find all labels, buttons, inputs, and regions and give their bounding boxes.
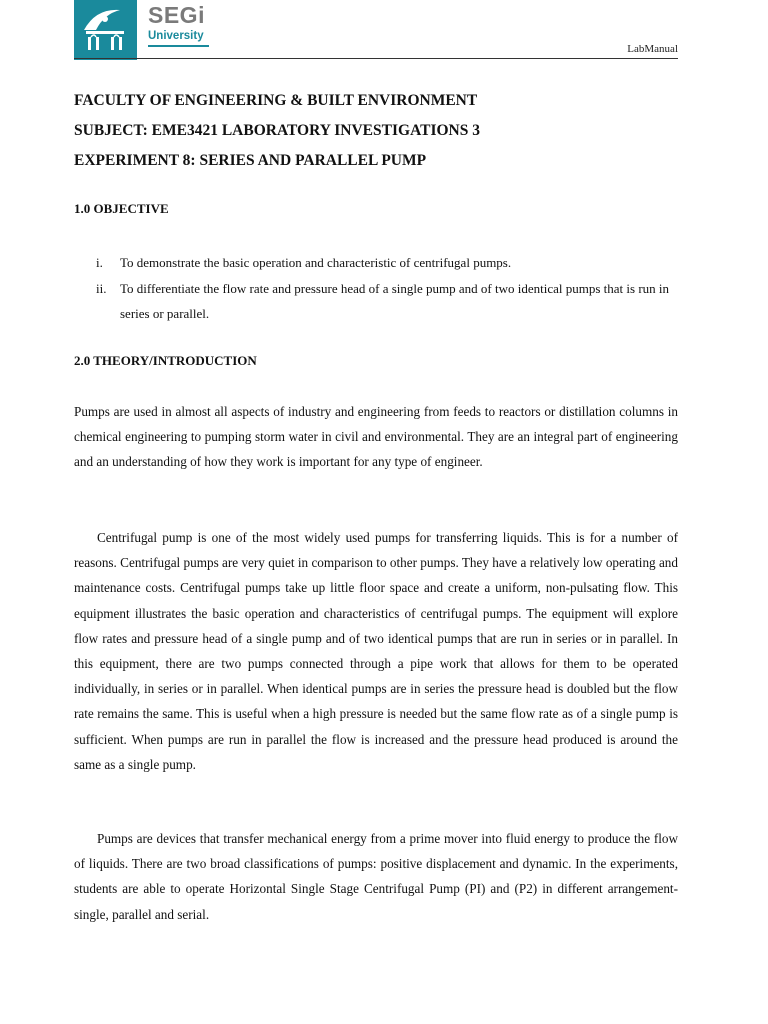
subject-title: SUBJECT: EME3421 LABORATORY INVESTIGATIONS 3 bbox=[74, 122, 480, 139]
list-item-number: ii. bbox=[96, 280, 107, 296]
document-titles bbox=[74, 86, 678, 176]
logo-emblem-icon bbox=[74, 0, 137, 60]
university-logo bbox=[74, 0, 209, 60]
list-item bbox=[74, 276, 678, 327]
list-item-text: To differentiate the flow rate and pressure head of a single pump and of two identical pumps that is run in series or parallel. bbox=[120, 280, 670, 321]
logo-subtitle: University bbox=[148, 30, 204, 42]
logo-underline bbox=[148, 45, 209, 47]
list-item bbox=[74, 250, 678, 276]
paragraph-2: Centrifugal pump is one of the most widely used pumps for transferring liquids. This is for a number of reasons. Centrifugal pumps are very quiet in comparison to other pumps. They have a relatively low operating and maintenance costs. Centrifugal pumps take up little floor space and create a uniform, non-pulsating flow. This equipment illustrates the basic operation and characteristics of centrifugal pumps. The equipment will explore flow rates and pressure head of a single pump and of two identical pumps that are run in series or in parallel. In this equipment, there are two pumps connected through a pipe work that allows for them to be operated individually, in series or in parallel. When identical pumps are in series the pressure head is doubled but the flow rate remains the same. This is useful when a high pressure is needed but the same flow rate as of a single pump is sufficient. When pumps are run in parallel the flow is increased and the pressure head produced is around the same as a single pump. bbox=[74, 530, 678, 772]
logo-name: SEGi bbox=[148, 2, 205, 28]
paragraph-3: Pumps are devices that transfer mechanical energy from a prime mover into fluid energy to produce the flow of liquids. There are two broad classifications of pumps: positive displacement and dynamic. In the experiments, students are able to operate Horizontal Single Stage Centrifugal Pump (PI) and (P2) in different arrangement-single, parallel and serial. bbox=[74, 831, 678, 922]
list-item-text: To demonstrate the basic operation and characteristic of centrifugal pumps. bbox=[120, 255, 512, 270]
header-divider bbox=[74, 58, 678, 59]
experiment-title: EXPERIMENT 8: SERIES AND PARALLEL PUMP bbox=[74, 152, 427, 169]
objectives-list bbox=[74, 250, 678, 327]
faculty-title: FACULTY OF ENGINEERING & BUILT ENVIRONMENT bbox=[74, 92, 478, 109]
list-item-number: i. bbox=[96, 255, 103, 270]
header-label: LabManual bbox=[627, 43, 678, 55]
theory-heading: 2.0 THEORY/INTRODUCTION bbox=[74, 353, 257, 368]
objective-heading: 1.0 OBJECTIVE bbox=[74, 201, 169, 216]
paragraph-1: Pumps are used in almost all aspects of industry and engineering from feeds to reactors or distillation columns in chemical engineering to pumping storm water in civil and environmental. They are an integral part of engineering and an understanding of how they work is important for any type of engineer. bbox=[74, 404, 678, 470]
